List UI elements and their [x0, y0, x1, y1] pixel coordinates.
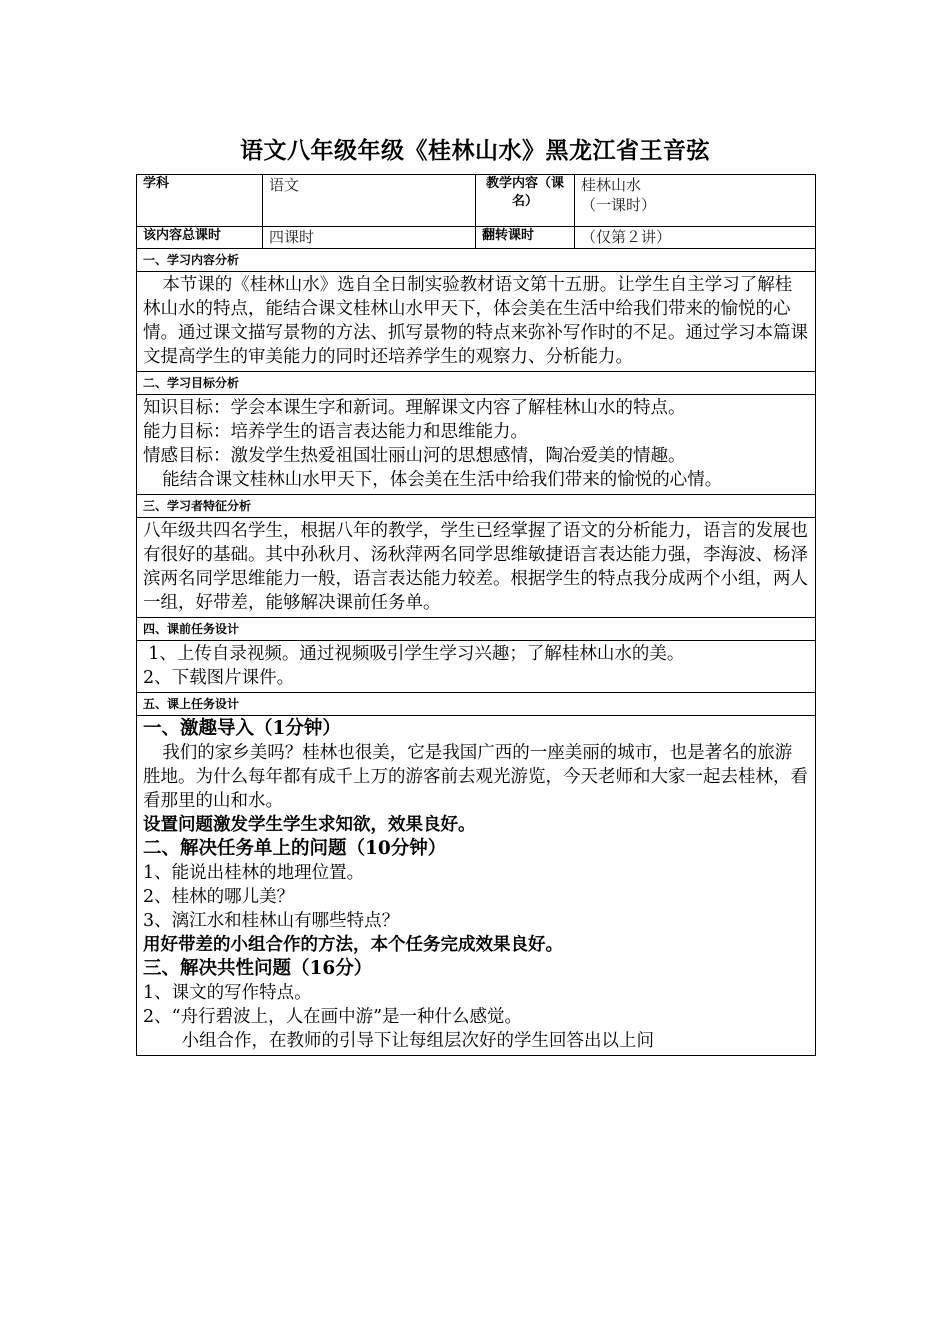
content-analysis-text: 本节课的《桂林山水》选自全日制实验教材语文第十五册。让学生自主学习了解桂林山水的特点，能结合课文桂林山水甲天下，体会美在生活中给我们带来的愉悦的心情。通过课文描写景物的方法、抓写景物的特点来弥补写作时的不足。通过学习本篇课文提高学生的审美能力的同时还培养学生的观察力、分析能力。	[143, 275, 808, 367]
step-2-question: 1、能说出桂林的地理位置。	[143, 863, 365, 883]
section-3-body	[137, 518, 816, 618]
step-3-text: 小组合作，在教师的引导下让每组层次好的学生回答出以上问	[181, 1031, 654, 1051]
emotion-goal: 情感目标：激发学生热爱祖国壮丽山河的思想感情，陶冶爱美的情趣。	[143, 446, 686, 466]
section-body-row	[137, 641, 816, 693]
section-3-title: 三、学习者特征分析	[137, 495, 816, 518]
section-header-row	[137, 372, 816, 395]
flip-hours-label: 翻转课时	[476, 227, 575, 249]
knowledge-goal: 知识目标：学会本课生字和新词。理解课文内容了解桂林山水的特点。	[143, 398, 686, 418]
section-4-title: 四、课前任务设计	[137, 618, 816, 641]
section-header-row	[137, 249, 816, 272]
section-1-body	[137, 272, 816, 372]
section-5-body	[137, 716, 816, 1056]
section-body-row	[137, 518, 816, 618]
total-hours-value: 四课时	[263, 227, 476, 249]
section-header-row	[137, 495, 816, 518]
subject-label: 学科	[137, 175, 263, 227]
step-1-text: 我们的家乡美吗？桂林也很美，它是我国广西的一座美丽的城市，也是著名的旅游胜地。为什么每年都有成千上万的游客前去观光游览，今天老师和大家一起去桂林，看看那里的山和水。	[143, 743, 808, 811]
section-header-row	[137, 693, 816, 716]
flip-hours-value: （仅第２讲）	[575, 227, 816, 249]
step-2-question: 3、漓江水和桂林山有哪些特点？	[143, 911, 400, 931]
content-value	[575, 175, 816, 227]
document-title: 语文八年级年级《桂林山水》黑龙江省王音弦	[240, 138, 710, 164]
content-value-hours: （一课时）	[581, 196, 657, 214]
lesson-plan-table	[136, 174, 816, 1056]
ability-goal: 能力目标：培养学生的语言表达能力和思维能力。	[143, 422, 528, 442]
section-4-body	[137, 641, 816, 693]
total-hours-label: 该内容总课时	[137, 227, 263, 249]
content-value-name: 桂林山水	[581, 176, 642, 194]
pre-task-item: 1、上传自录视频。通过视频吸引学生学习兴趣；了解桂林山水的美。	[148, 644, 685, 664]
info-row-hours	[137, 227, 816, 249]
section-2-title: 二、学习目标分析	[137, 372, 816, 395]
subject-value: 语文	[263, 175, 476, 227]
step-1-heading: 一、激趣导入（1分钟）	[143, 718, 341, 739]
step-3-item: 1、课文的写作特点。	[143, 983, 312, 1003]
step-3-item: 2、“舟行碧波上，人在画中游”是一种什么感觉。	[143, 1007, 523, 1027]
step-2-heading: 二、解决任务单上的问题（10分钟）	[143, 838, 447, 859]
section-1-title: 一、学习内容分析	[137, 249, 816, 272]
section-2-body	[137, 395, 816, 495]
content-label: 教学内容（课名）	[476, 175, 575, 227]
section-body-row	[137, 395, 816, 495]
section-body-row	[137, 716, 816, 1056]
learner-analysis-text: 八年级共四名学生，根据八年的教学，学生已经掌握了语文的分析能力，语言的发展也有很好的基础。其中孙秋月、汤秋萍两名同学思维敏捷语言表达能力强，李海波、杨泽滨两名同学思维能力一般，语言表达能力较差。根据学生的特点我分成两个小组，两人一组，好带差，能够解决课前任务单。	[143, 521, 808, 613]
step-3-heading: 三、解决共性问题（16分）	[143, 958, 373, 979]
section-header-row	[137, 618, 816, 641]
step-2-question: 2、桂林的哪儿美？	[143, 887, 295, 907]
section-body-row	[137, 272, 816, 372]
goal-extra: 能结合课文桂林山水甲天下，体会美在生活中给我们带来的愉悦的心情。	[162, 470, 723, 490]
step-2-note: 用好带差的小组合作的方法，本个任务完成效果良好。	[143, 935, 563, 955]
section-5-title: 五、课上任务设计	[137, 693, 816, 716]
info-row-subject	[137, 175, 816, 227]
step-1-note: 设置问题激发学生学生求知欲，效果良好。	[143, 815, 476, 835]
pre-task-item: 2、下载图片课件。	[143, 668, 295, 688]
